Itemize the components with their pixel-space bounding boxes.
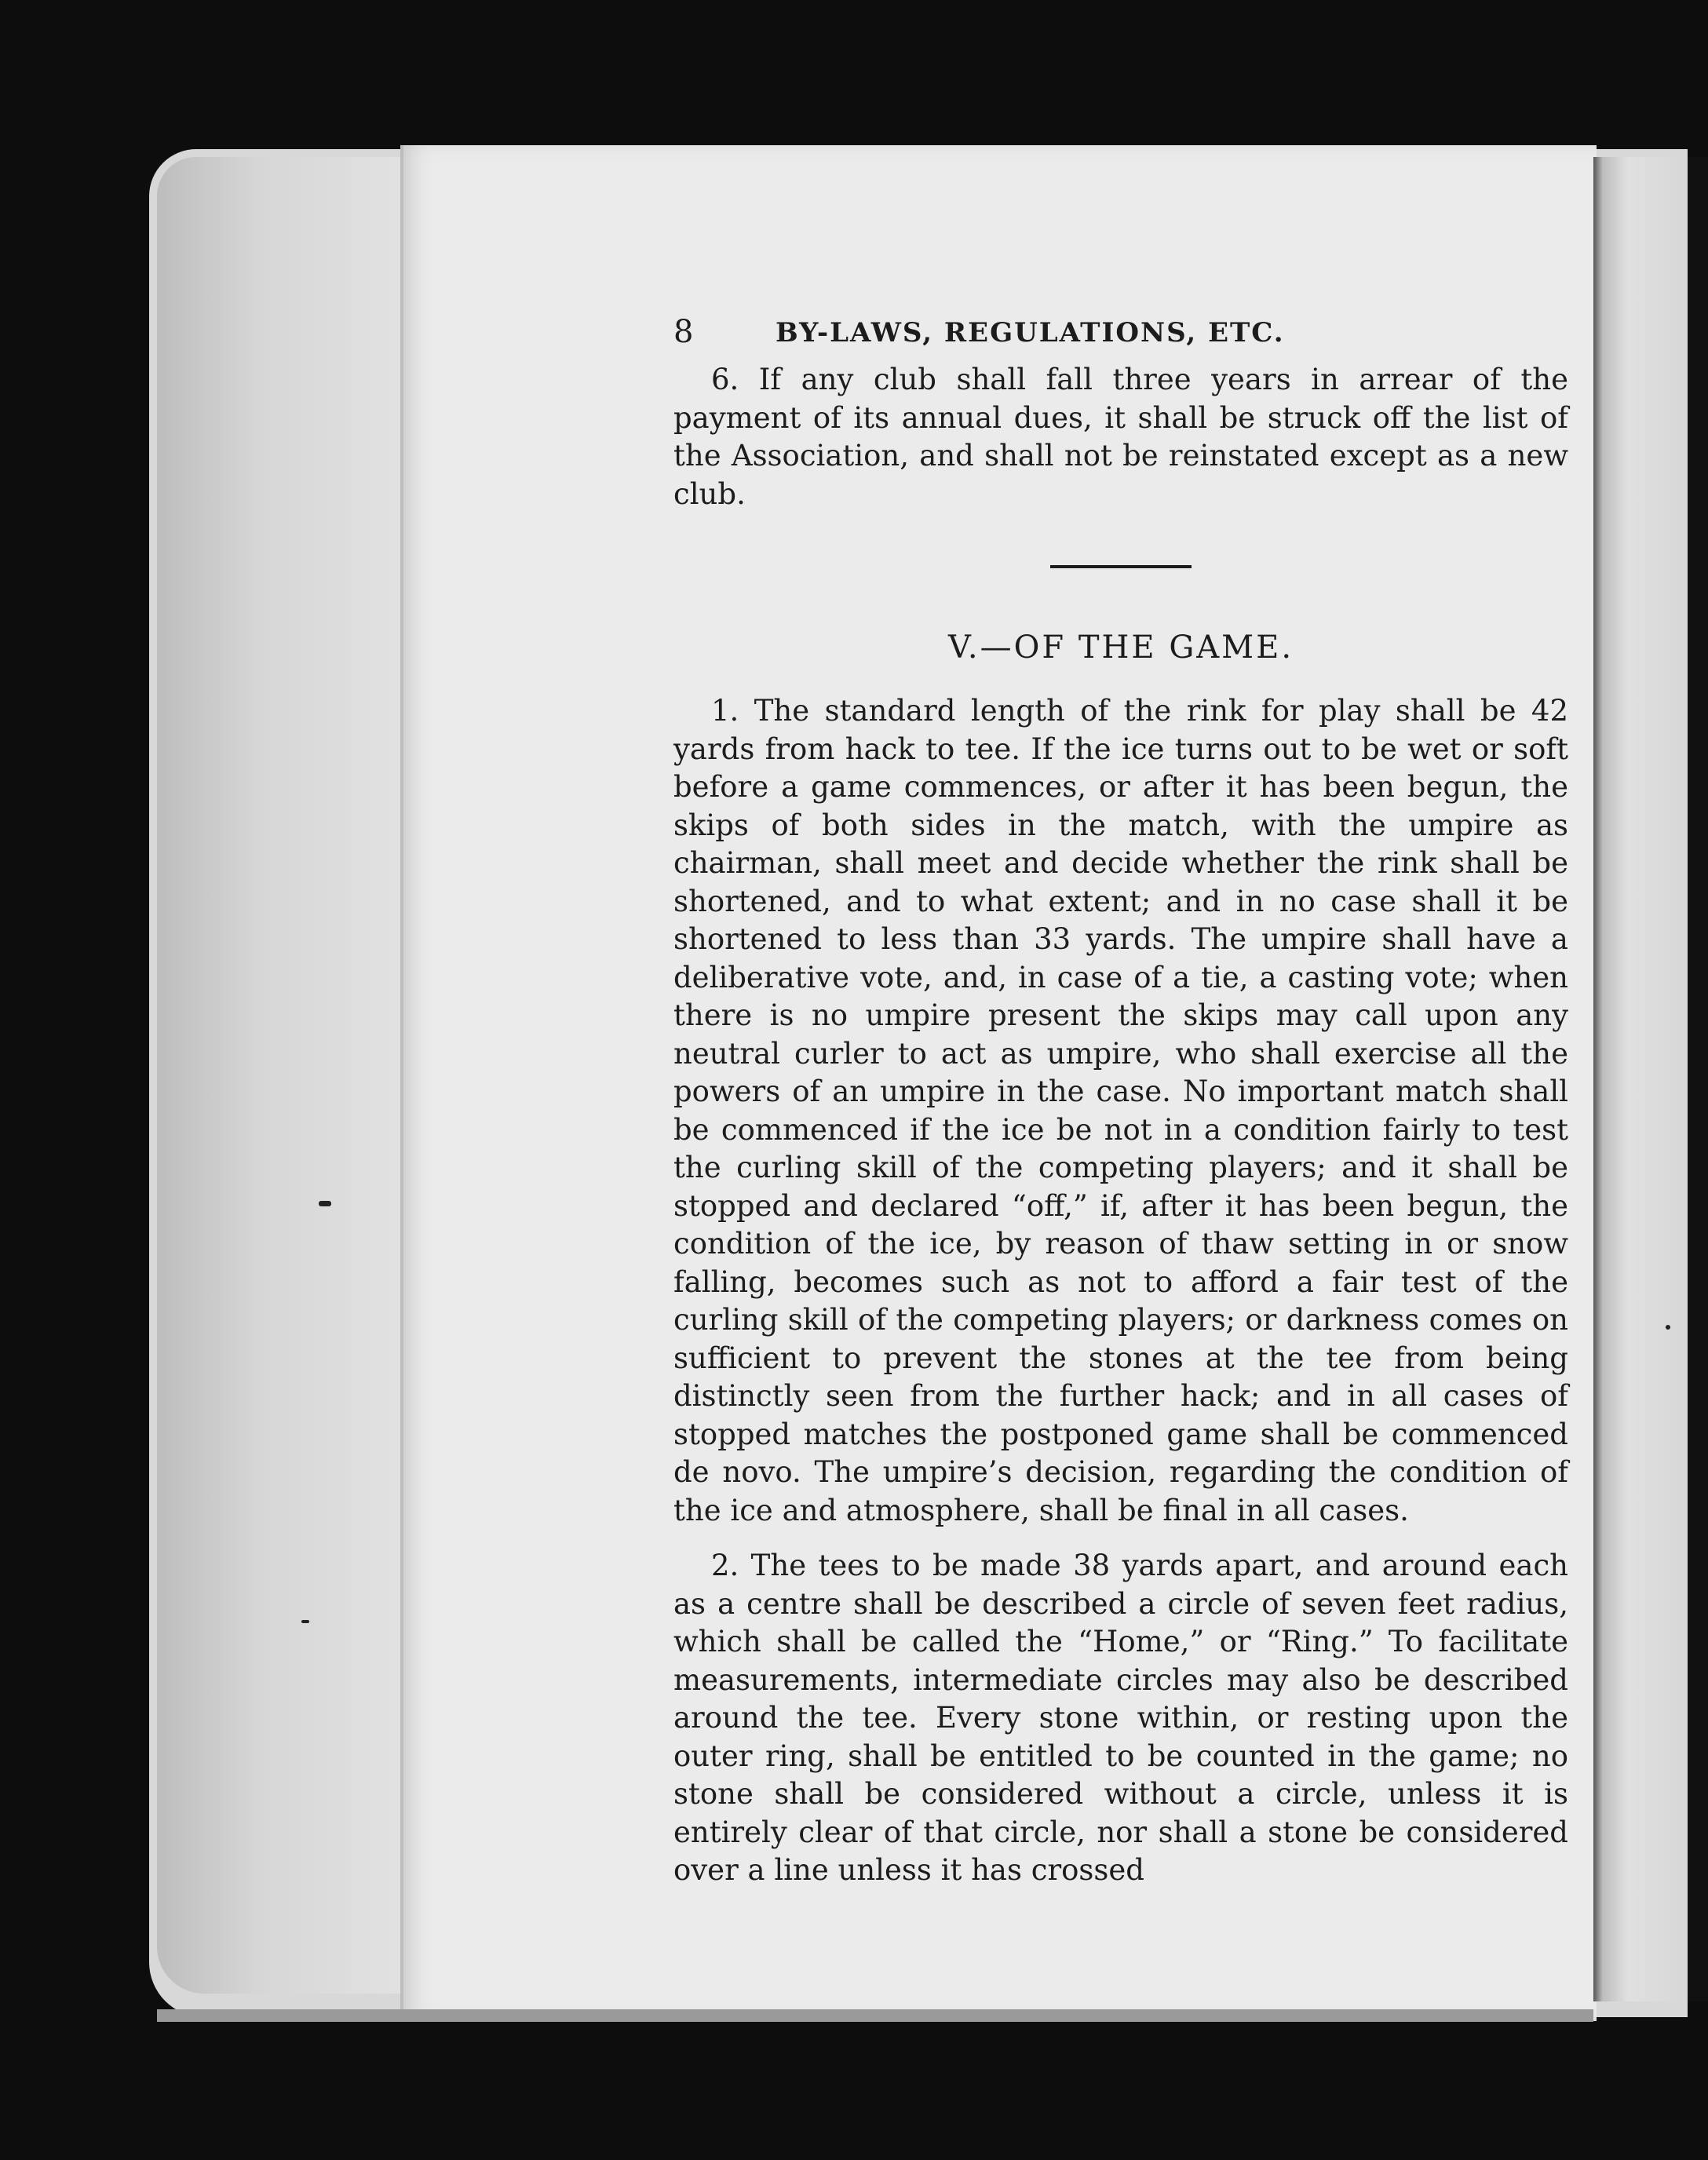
running-head-title: BY-LAWS, REGULATIONS, ETC. [776,317,1285,348]
running-head [673,314,1568,361]
margin-speck [319,1201,331,1206]
paragraph-gap [673,1530,1568,1547]
margin-speck [301,1620,309,1623]
section-divider [1050,565,1192,568]
scan-border [1688,157,1708,2001]
page-number: 8 [673,314,695,350]
paragraph-1: 1. The standard length of the rink for play shall be 42 yards from hack to tee. If the ice turns out to be wet or soft before a game commences, or after it has been begun, the skips of both sides in the match, with the umpire as chairman, shall meet and decide whether the rink shall be shortened, and to what extent; and in no case shall it be shortened to less than 33 yards. The umpire shall have a deliberative vote, and, in case of a tie, a casting vote; when there is no umpire present the skips may call upon any neutral curler to act as umpire, who shall exercise all the powers of an umpire in the case. No important match shall be commenced if the ice be not in a condition fairly to test the curling skill of the competing players; and it shall be stopped and declared “off,” if, after it has been begun, the condition of the ice, by reason of thaw setting in or snow falling, becomes such as not to afford a fair test of the curling skill of the competing players; or darkness comes on sufficient to prevent the stones at the tee from being distinctly seen from the further hack; and in all cases of stopped matches the postponed game shall be commenced de novo. The umpire’s decision, regarding the condition of the ice and atmosphere, shall be final in all cases. [673,694,1568,1527]
page-bottom-edge [157,2009,1593,2022]
stacked-pages-edge [157,157,408,1994]
margin-speck [1666,1325,1670,1330]
paragraph-6: 6. If any club shall fall three years in arrear of the payment of its annual dues, it shall be struck off the list of the Association, and shall not be reinstated except as a new club. [673,363,1568,511]
page-text [673,314,1568,1890]
section-heading: V.—OF THE GAME. [947,629,1294,666]
paragraph-2: 2. The tees to be made 38 yards apart, and around each as a centre shall be described a circle of seven feet radius, which shall be called the “Home,” or “Ring.” To facilitate measurements, intermediate circles may also be described around the tee. Every stone within, or resting upon the outer ring, shall be entitled to be counted in the game; no stone shall be considered without a circle, unless it is entirely clear of that circle, nor shall a stone be considered over a line unless it has crossed [673,1549,1568,1887]
